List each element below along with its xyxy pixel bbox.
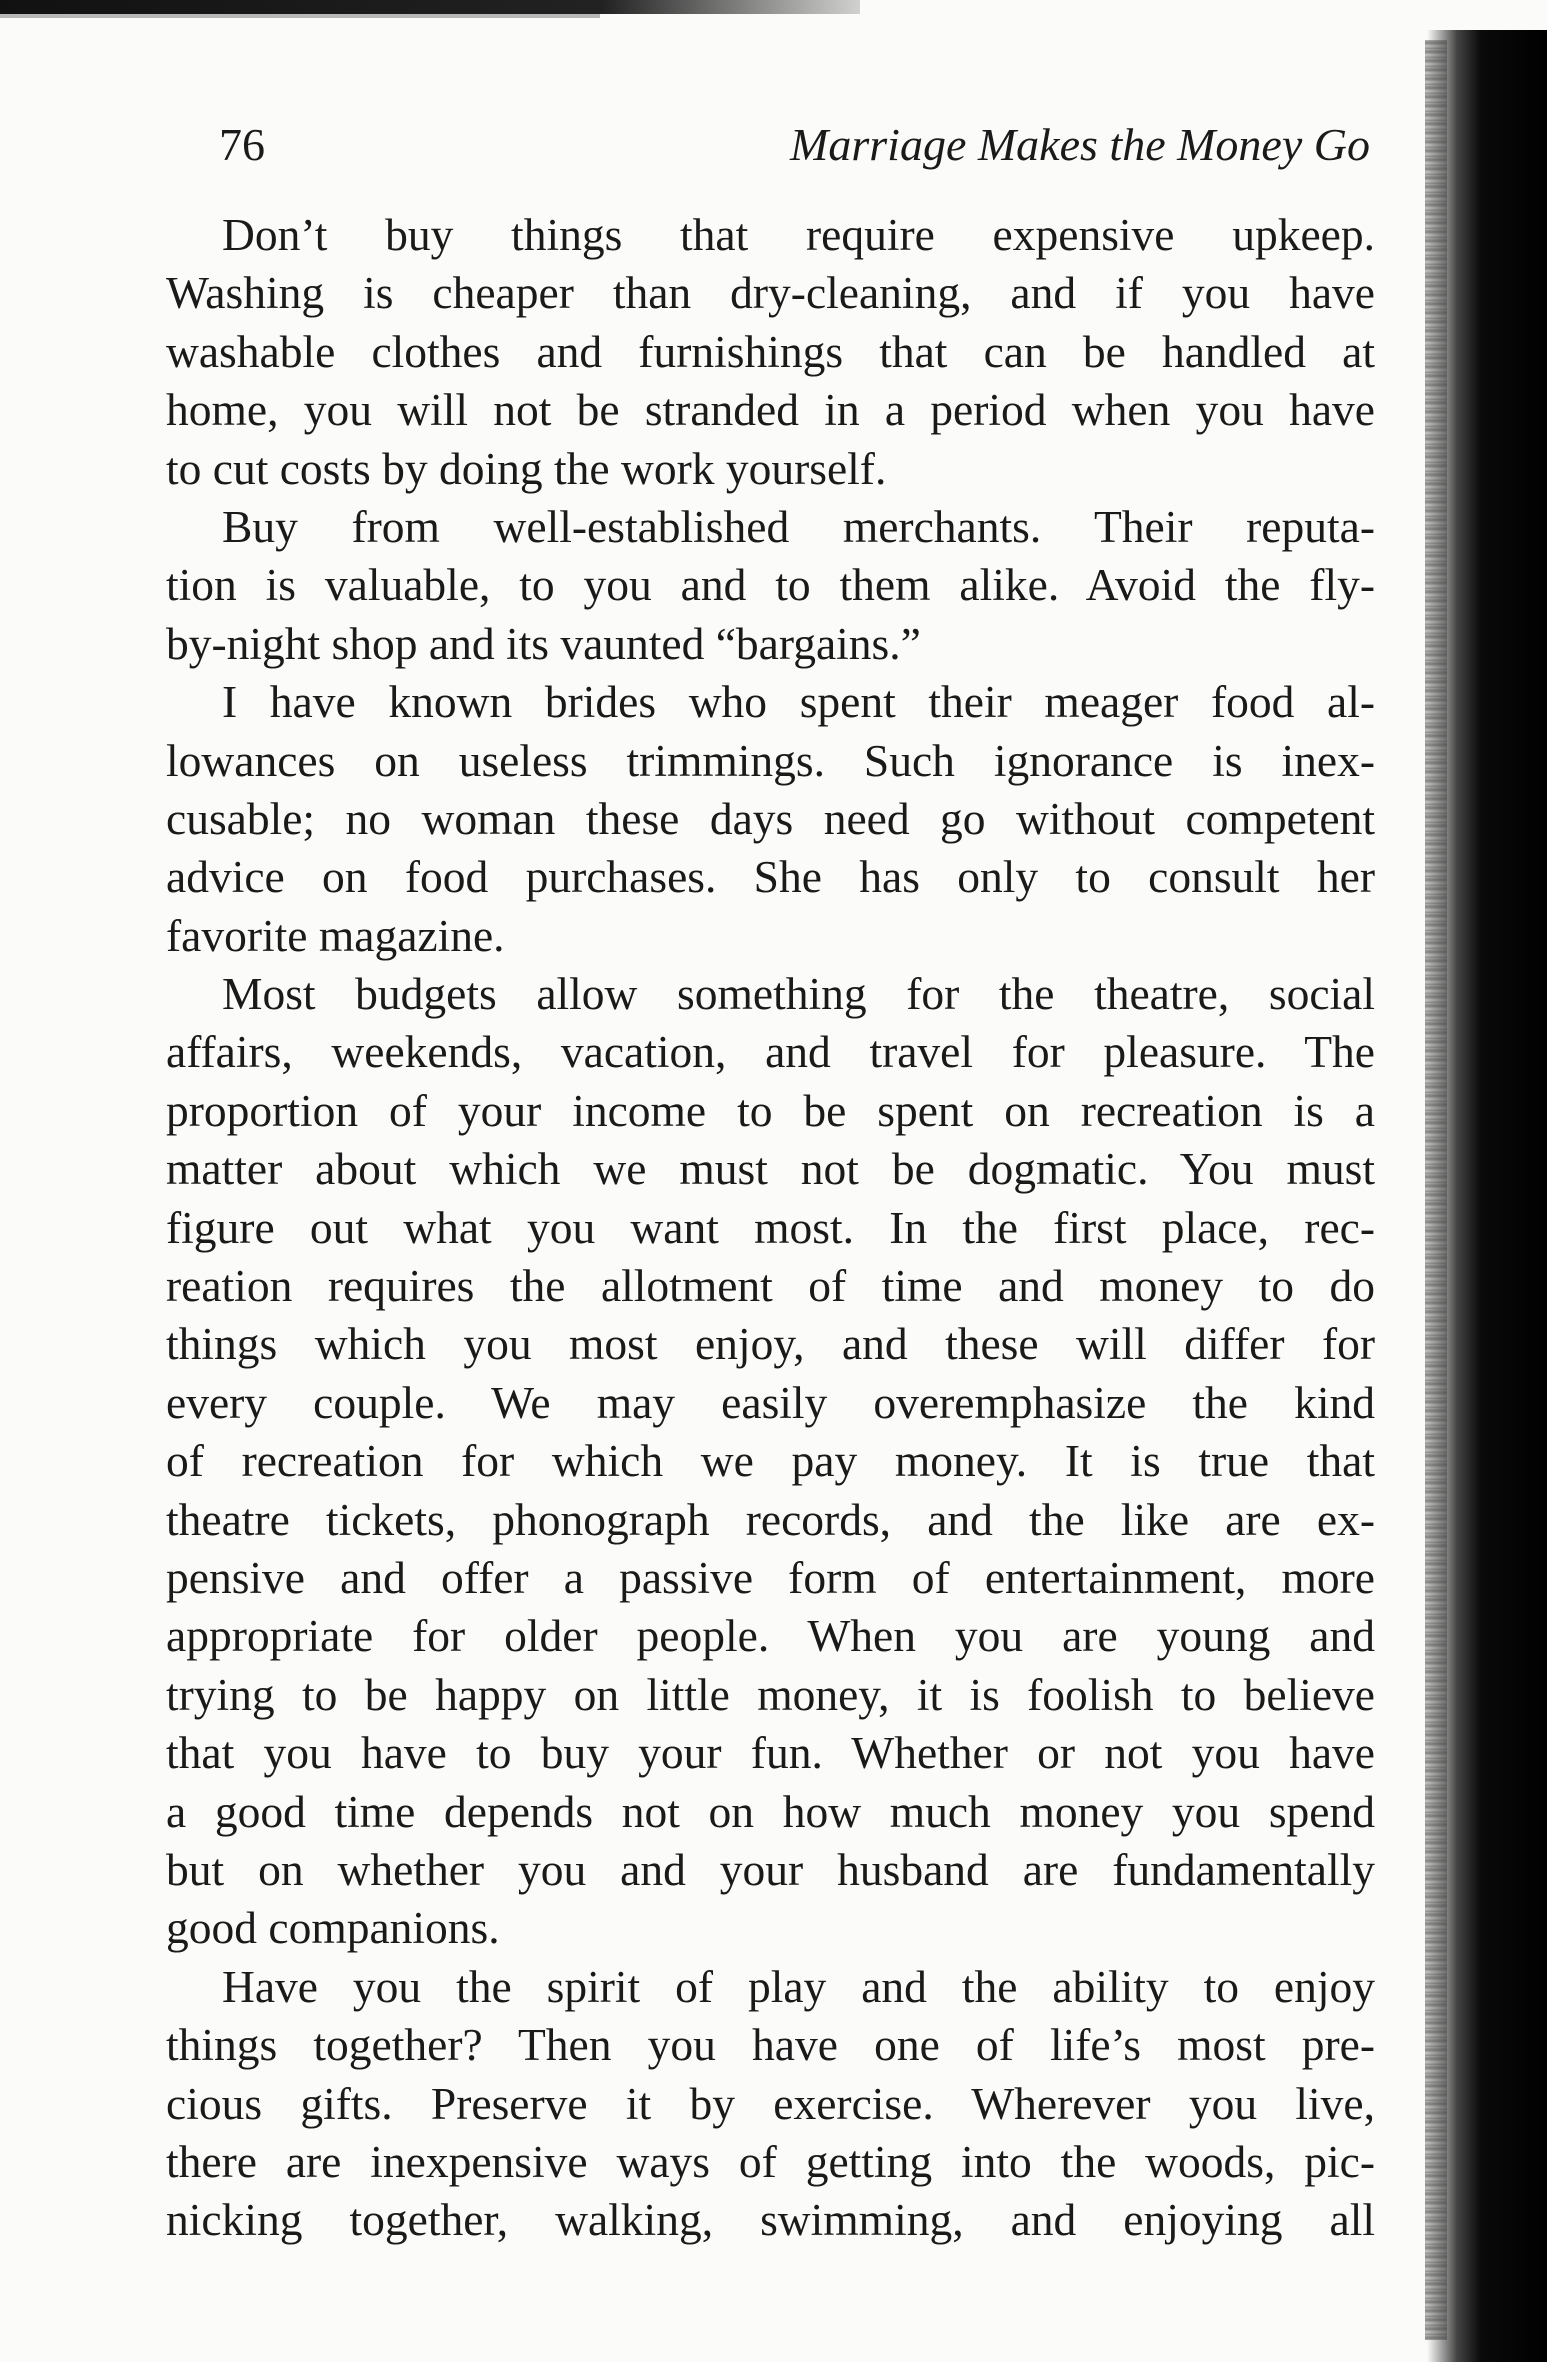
text-line: advice on food purchases. She has only to consult her: [166, 851, 1375, 903]
text-line: trying to be happy on little money, it is foolish to believe: [166, 1668, 1375, 1720]
text-line: Have you the spirit of play and the ability to enjoy: [222, 1960, 1375, 2012]
text-line: home, you will not be stranded in a period when you have: [166, 384, 1375, 436]
text-line: good companions.: [166, 1902, 500, 1954]
scan-edge-bar: [0, 0, 860, 14]
paragraph: [166, 965, 1375, 1958]
text-line: Buy from well-established merchants. Their reputa-: [222, 500, 1375, 552]
paragraph: [166, 1958, 1375, 2250]
text-line: Washing is cheaper than dry-cleaning, and if you have: [166, 267, 1375, 319]
text-line: there are inexpensive ways of getting into the woods, pic-: [166, 2135, 1375, 2187]
text-line: things together? Then you have one of life’s most pre-: [166, 2019, 1375, 2071]
text-line: lowances on useless trimmings. Such ignorance is inex-: [166, 734, 1375, 786]
text-line: washable clothes and furnishings that can be handled at: [166, 325, 1375, 377]
text-line: figure out what you want most. In the first place, rec-: [166, 1201, 1375, 1253]
text-line: things which you most enjoy, and these will differ for: [166, 1318, 1375, 1370]
text-line: nicking together, walking, swimming, and enjoying all: [166, 2194, 1375, 2246]
text-line: tion is valuable, to you and to them alike. Avoid the fly-: [166, 559, 1375, 611]
text-line: favorite magazine.: [166, 909, 505, 961]
paragraph: [166, 673, 1375, 965]
text-line: appropriate for older people. When you are young and: [166, 1610, 1375, 1662]
text-line: Don’t buy things that require expensive upkeep.: [222, 209, 1375, 260]
text-line: cious gifts. Preserve it by exercise. Wherever you live,: [166, 2077, 1375, 2129]
text-line: that you have to buy your fun. Whether or not you have: [166, 1727, 1375, 1779]
text-line: reation requires the allotment of time and money to do: [166, 1260, 1375, 1312]
text-line: matter about which we must not be dogmatic. You must: [166, 1143, 1375, 1195]
text-line: by-night shop and its vaunted “bargains.”: [166, 617, 921, 669]
text-line: to cut costs by doing the work yourself.: [166, 442, 887, 494]
running-title: Marriage Makes the Money Go: [790, 119, 1370, 170]
scan-edge-shadow: [0, 14, 600, 18]
text-line: cusable; no woman these days need go without competent: [166, 792, 1375, 844]
text-line: a good time depends not on how much money you spend: [166, 1785, 1375, 1837]
text-line: of recreation for which we pay money. It is true that: [166, 1435, 1375, 1487]
text-line: affairs, weekends, vacation, and travel for pleasure. The: [166, 1026, 1375, 1078]
text-line: proportion of your income to be spent on recreation is a: [166, 1084, 1375, 1136]
text-line: but on whether you and your husband are fundamentally: [166, 1843, 1375, 1895]
text-line: every couple. We may easily overemphasize the kind: [166, 1376, 1375, 1428]
text-line: Most budgets allow something for the theatre, social: [222, 968, 1375, 1020]
page-number: 76: [219, 119, 265, 170]
paragraph: [166, 498, 1375, 673]
text-line: I have known brides who spent their meager food al-: [222, 676, 1375, 728]
page-header: [219, 118, 1370, 178]
paragraph: [166, 206, 1375, 498]
text-line: pensive and offer a passive form of entertainment, more: [166, 1551, 1375, 1603]
book-spine-shadow: [1427, 30, 1547, 2362]
page-body: [166, 206, 1375, 2250]
text-line: theatre tickets, phonograph records, and the like are ex-: [166, 1493, 1375, 1545]
